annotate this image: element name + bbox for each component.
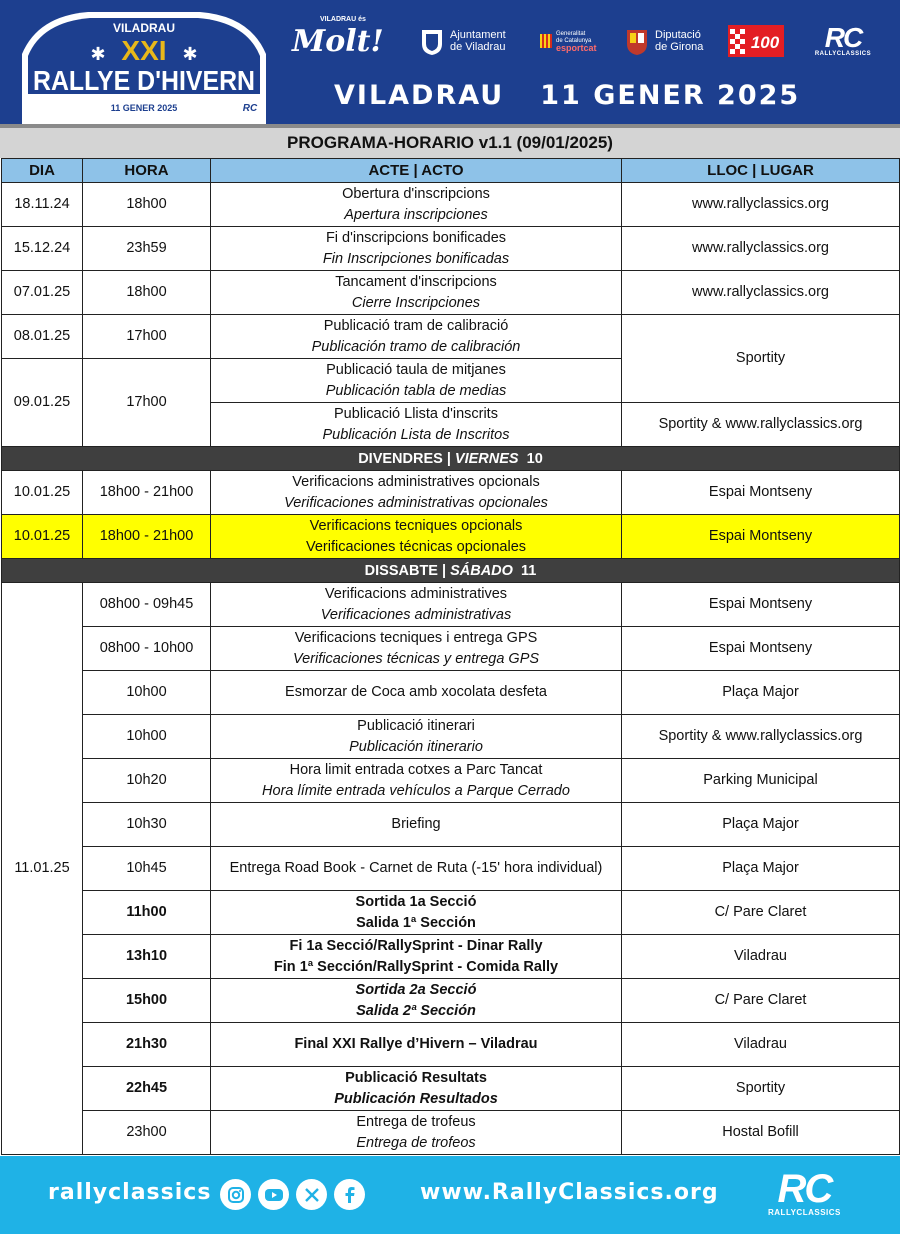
act-cell: Esmorzar de Coca amb xocolata desfeta (211, 671, 622, 715)
table-row (2, 1023, 900, 1067)
hour-cell: 18h00 (83, 271, 211, 315)
hour-cell: 18h00 (83, 183, 211, 227)
program-title: PROGRAMA-HORARIO v1.1 (09/01/2025) (0, 124, 900, 158)
facebook-icon[interactable] (334, 1179, 365, 1210)
col-header-hour: HORA (83, 159, 211, 183)
svg-text:RALLYE D'HIVERN: RALLYE D'HIVERN (33, 65, 255, 96)
table-row (2, 1111, 900, 1155)
act-cell: Verificacions tecniques opcionals Verificaciones técnicas opcionales (211, 515, 622, 559)
act-cell: Publicació tram de calibració Publicación tramo de calibración (211, 315, 622, 359)
act-cell: Briefing (211, 803, 622, 847)
act-cell: Publicació itinerari Publicación itinerario (211, 715, 622, 759)
hundred-logo (728, 16, 786, 66)
place-cell: www.rallyclassics.org (622, 271, 900, 315)
hour-cell: 10h00 (83, 671, 211, 715)
place-cell: Espai Montseny (622, 471, 900, 515)
table-row (2, 471, 900, 515)
svg-text:100: 100 (750, 33, 780, 52)
table-row (2, 803, 900, 847)
col-header-day: DIA (2, 159, 83, 183)
place-cell: Parking Municipal (622, 759, 900, 803)
place-cell: www.rallyclassics.org (622, 227, 900, 271)
hour-cell: 08h00 - 10h00 (83, 627, 211, 671)
table-row-highlighted (2, 515, 900, 559)
viladrau-molt-logo: VILADRAU és Molt! (292, 16, 384, 59)
coat-of-arms-icon (420, 26, 444, 56)
act-cell: Tancament d'inscripcions Cierre Inscripciones (211, 271, 622, 315)
place-cell: Sportity (622, 1067, 900, 1111)
hour-cell: 23h00 (83, 1111, 211, 1155)
place-cell: Espai Montseny (622, 515, 900, 559)
day-cell: 08.01.25 (2, 315, 83, 359)
instagram-icon[interactable] (220, 1179, 251, 1210)
place-cell: Sportity & www.rallyclassics.org (622, 715, 900, 759)
hour-cell: 17h00 (83, 359, 211, 447)
act-cell: Fi 1a Secció/RallySprint - Dinar Rally Fin 1ª Sección/RallySprint - Comida Rally (211, 935, 622, 979)
act-cell: Sortida 1a Secció Salida 1ª Sección (211, 891, 622, 935)
place-cell: Espai Montseny (622, 583, 900, 627)
table-row (2, 671, 900, 715)
rallyclassics-footer-logo: RC RALLYCLASSICS (768, 1167, 841, 1217)
act-cell: Fi d'inscripcions bonificades Fin Inscripciones bonificadas (211, 227, 622, 271)
col-header-place: LLOC | LUGAR (622, 159, 900, 183)
table-row (2, 183, 900, 227)
hour-cell: 13h10 (83, 935, 211, 979)
place-cell: C/ Pare Claret (622, 979, 900, 1023)
ajuntament-logo: Ajuntament de Viladrau (420, 16, 530, 66)
hour-cell: 17h00 (83, 315, 211, 359)
social-icons (220, 1179, 365, 1210)
table-row (2, 979, 900, 1023)
act-cell: Publicació Llista d'inscrits Publicación Lista de Inscritos (211, 403, 622, 447)
table-row (2, 583, 900, 627)
hour-cell: 21h30 (83, 1023, 211, 1067)
table-row (2, 315, 900, 359)
place-cell: Espai Montseny (622, 627, 900, 671)
col-header-act: ACTE | ACTO (211, 159, 622, 183)
table-row (2, 627, 900, 671)
table-header-row (2, 159, 900, 183)
act-cell: Sortida 2a Secció Salida 2ª Sección (211, 979, 622, 1023)
hour-cell: 15h00 (83, 979, 211, 1023)
sponsor-logos (292, 16, 892, 66)
place-cell: Plaça Major (622, 671, 900, 715)
rallye-logo (18, 8, 270, 124)
table-row (2, 715, 900, 759)
place-cell: Plaça Major (622, 847, 900, 891)
shield-icon (625, 26, 649, 56)
schedule-table (1, 158, 900, 1155)
day-separator-saturday: DISSABTE | SÁBADO 11 (2, 559, 900, 583)
act-cell: Publicació Resultats Publicación Resultados (211, 1067, 622, 1111)
place-cell: Viladrau (622, 1023, 900, 1067)
day-cell: 09.01.25 (2, 359, 83, 447)
act-cell: Verificacions tecniques i entrega GPS Verificaciones técnicas y entrega GPS (211, 627, 622, 671)
hour-cell: 10h30 (83, 803, 211, 847)
hour-cell: 08h00 - 09h45 (83, 583, 211, 627)
act-cell: Entrega Road Book - Carnet de Ruta (-15' hora individual) (211, 847, 622, 891)
hour-cell: 22h45 (83, 1067, 211, 1111)
svg-text:RC: RC (242, 103, 258, 114)
act-cell: Entrega de trofeus Entrega de trofeos (211, 1111, 622, 1155)
svg-text:✱: ✱ (182, 44, 198, 64)
table-row (2, 759, 900, 803)
place-cell: Sportity (622, 315, 900, 403)
day-cell: 07.01.25 (2, 271, 83, 315)
act-cell: Verificacions administratives Verificaciones administrativas (211, 583, 622, 627)
hour-cell: 18h00 - 21h00 (83, 471, 211, 515)
footer-brand: rallyclassics (48, 1180, 212, 1205)
youtube-icon[interactable] (258, 1179, 289, 1210)
x-icon[interactable] (296, 1179, 327, 1210)
table-row (2, 935, 900, 979)
day-cell: 10.01.25 (2, 515, 83, 559)
act-cell: Obertura d'inscripcions Apertura inscripciones (211, 183, 622, 227)
header (0, 0, 900, 124)
place-cell: Sportity & www.rallyclassics.org (622, 403, 900, 447)
svg-text:XXI: XXI (121, 35, 167, 66)
day-cell: 15.12.24 (2, 227, 83, 271)
generalitat-logo: Generalitat de Catalunya esportcat (540, 16, 610, 66)
hour-cell: 10h20 (83, 759, 211, 803)
hour-cell: 10h45 (83, 847, 211, 891)
event-title: VILADRAU 11 GENER 2025 (334, 80, 801, 111)
act-cell: Publicació taula de mitjanes Publicación tabla de medias (211, 359, 622, 403)
day-cell: 11.01.25 (2, 583, 83, 1155)
diputacio-logo: Diputació de Girona (625, 16, 715, 66)
act-cell: Hora limit entrada cotxes a Parc Tancat Hora límite entrada vehículos a Parque Cerrado (211, 759, 622, 803)
place-cell: Hostal Bofill (622, 1111, 900, 1155)
act-cell: Verificacions administratives opcionals Verificaciones administrativas opcionales (211, 471, 622, 515)
flag-icon (540, 34, 552, 48)
table-row (2, 271, 900, 315)
hour-cell: 23h59 (83, 227, 211, 271)
place-cell: C/ Pare Claret (622, 891, 900, 935)
table-row (2, 1067, 900, 1111)
day-cell: 18.11.24 (2, 183, 83, 227)
act-cell: Final XXI Rallye d’Hivern – Viladrau (211, 1023, 622, 1067)
svg-text:11 GENER 2025: 11 GENER 2025 (110, 103, 178, 113)
hour-cell: 18h00 - 21h00 (83, 515, 211, 559)
table-row (2, 847, 900, 891)
table-row (2, 227, 900, 271)
day-cell: 10.01.25 (2, 471, 83, 515)
place-cell: Viladrau (622, 935, 900, 979)
footer (0, 1156, 900, 1234)
hour-cell: 10h00 (83, 715, 211, 759)
rallyclassics-logo: RC RALLYCLASSICS (814, 22, 872, 57)
day-separator-friday: DIVENDRES | VIERNES 10 (2, 447, 900, 471)
table-row (2, 891, 900, 935)
website-link[interactable]: www.RallyClassics.org (420, 1180, 719, 1205)
place-cell: www.rallyclassics.org (622, 183, 900, 227)
place-cell: Plaça Major (622, 803, 900, 847)
svg-text:VILADRAU: VILADRAU (113, 21, 175, 35)
svg-text:✱: ✱ (90, 44, 106, 64)
hour-cell: 11h00 (83, 891, 211, 935)
